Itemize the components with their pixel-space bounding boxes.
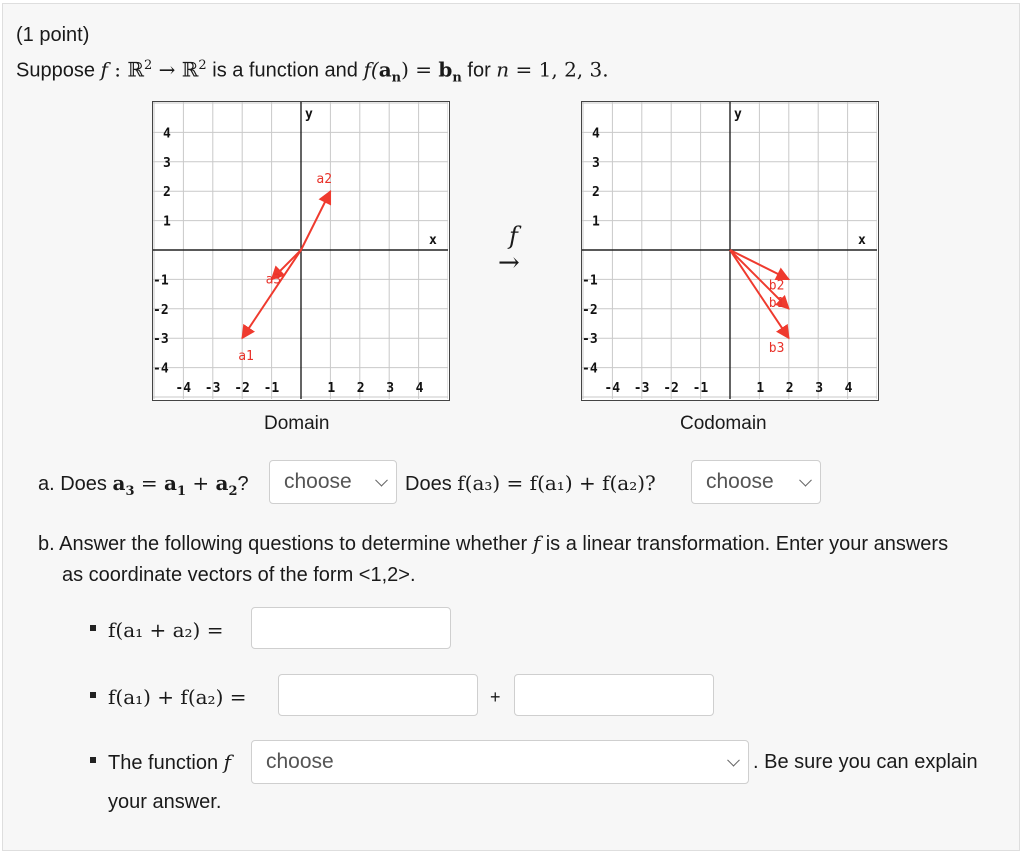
y-tick-label: -4 <box>153 361 169 377</box>
y-tick-label: 3 <box>163 155 171 171</box>
x-tick-label: -3 <box>204 381 221 396</box>
points-label: (1 point) <box>16 24 90 46</box>
part-b-instruction: b. Answer the following questions to determine whether f is a linear transformation. Enter your answers <box>38 531 949 555</box>
chevron-down-icon <box>799 474 812 487</box>
vector-label-a3: a3 <box>265 272 282 288</box>
y-tick-label: 2 <box>163 185 171 201</box>
x-tick-label: 1 <box>756 381 765 396</box>
x-tick-label: -4 <box>604 381 621 396</box>
y-axis-label: y <box>305 107 313 122</box>
map-arrow-icon: → <box>498 248 520 278</box>
part-a-select-2[interactable]: choose <box>691 460 821 504</box>
vector-label-a2: a2 <box>316 172 333 188</box>
bullet <box>90 757 96 763</box>
part-a-select-1[interactable]: choose <box>269 460 397 504</box>
domain-plot <box>153 102 448 399</box>
x-tick-label: 3 <box>386 381 395 396</box>
codomain-plot <box>582 102 877 399</box>
domain-caption: Domain <box>264 413 330 434</box>
bullet <box>90 625 96 631</box>
x-tick-label: -2 <box>663 381 679 396</box>
x-tick-label: 4 <box>415 381 424 396</box>
problem-statement: Suppose f : ℝ$^2$ → ℝ$^2$ is a function and $f(a_n) = b_n$ for n = 1, 2, 3. <box>16 57 609 86</box>
x-tick-label: 1 <box>327 381 336 396</box>
x-tick-label: -1 <box>692 381 709 396</box>
y-tick-label: -4 <box>582 361 598 377</box>
y-tick-label: 1 <box>592 214 600 230</box>
x-tick-label: 2 <box>356 381 365 396</box>
q1-answer-field[interactable] <box>251 607 451 649</box>
bullet <box>90 692 96 698</box>
q3-post-text: . Be sure you can explain <box>753 751 978 773</box>
y-tick-label: 2 <box>592 185 600 201</box>
y-tick-label: -2 <box>582 302 598 318</box>
y-axis-label: y <box>734 107 742 122</box>
y-tick-label: 4 <box>592 126 600 142</box>
chevron-down-icon <box>375 474 388 487</box>
q2-input-2[interactable] <box>515 675 714 715</box>
x-tick-label: -3 <box>633 381 650 396</box>
y-tick-label: -2 <box>153 302 169 318</box>
q2-answer-field-2[interactable] <box>514 674 714 716</box>
x-tick-label: 2 <box>785 381 794 396</box>
q1-label: f(a₁ + a₂) = <box>108 618 224 642</box>
map-f-label: f <box>509 222 518 250</box>
q2-input-1[interactable] <box>279 675 478 715</box>
y-tick-label: 1 <box>163 214 171 230</box>
y-tick-label: 4 <box>163 126 171 142</box>
y-tick-label: -1 <box>582 273 598 289</box>
part-b-instruction-2: as coordinate vectors of the form <1,2>. <box>62 564 416 586</box>
chevron-down-icon <box>727 754 740 767</box>
codomain-caption: Codomain <box>680 413 767 434</box>
plus-sign: + <box>490 687 501 707</box>
part-a-question-2: Does f(a₃) = f(a₁) + f(a₂)? <box>405 471 656 495</box>
y-tick-label: 3 <box>592 155 600 171</box>
vector-label-a1: a1 <box>238 349 254 365</box>
x-tick-label: -4 <box>175 381 192 396</box>
y-tick-label: -1 <box>153 273 169 289</box>
vector-label-b3: b3 <box>768 341 785 357</box>
q2-label: f(a₁) + f(a₂) = <box>108 685 247 709</box>
q1-input[interactable] <box>252 608 451 648</box>
q3-post-text-2: your answer. <box>108 791 222 813</box>
q2-answer-field-1[interactable] <box>278 674 478 716</box>
vector-label-b2: b2 <box>768 278 785 294</box>
y-tick-label: -3 <box>153 332 169 348</box>
q3-select[interactable]: choose <box>251 740 749 784</box>
codomain-graph <box>581 101 879 401</box>
vector-label-b1: b1 <box>768 295 785 311</box>
domain-graph <box>152 101 450 401</box>
x-axis-label: x <box>858 233 866 248</box>
part-a-question: a. Does $a_3 = a_1 + a_2$? <box>38 471 249 499</box>
x-tick-label: 3 <box>815 381 824 396</box>
x-tick-label: -2 <box>234 381 250 396</box>
x-tick-label: -1 <box>263 381 280 396</box>
q3-label: The function f <box>108 750 232 774</box>
x-tick-label: 4 <box>844 381 853 396</box>
y-tick-label: -3 <box>582 332 598 348</box>
x-axis-label: x <box>429 233 437 248</box>
